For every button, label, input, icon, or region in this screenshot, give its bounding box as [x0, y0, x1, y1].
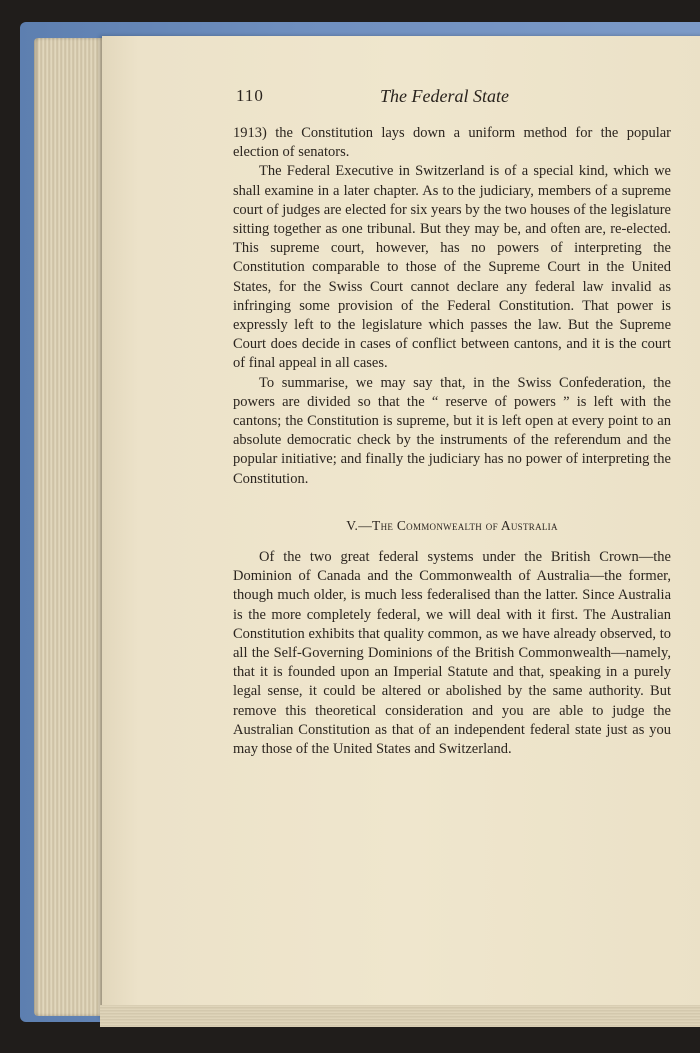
- paragraph-federal-executive: The Federal Executive in Switzerland is of a special kind, which we shall examine in a later chapter. As to the judiciary, members of a supreme court of judges are elected for six years by the two houses of the legislature sitting together as one tribunal. But they may be, and often are, re-elected. This supreme court, however, has no powers of interpreting the Constitution comparable to those of the Supreme Court in the United States, for the Swiss Court cannot declare any federal law invalid as infringing some provision of the Federal Constitution. That power is expressly left to the legislature which passes the law. But the Supreme Court does decide in cases of conflict between cantons, and it is the court of final appeal in all cases.: [233, 163, 671, 372]
- page-bottom-edges: [100, 1005, 700, 1027]
- section-heading: V.—The Commonwealth of Australia: [346, 517, 558, 533]
- paragraph-australia: Of the two great federal systems under the British Crown—the Dominion of Canada and the Commonwealth of Australia—the former, though much older, is much less federalised than the latter. Since Australia is the more completely federal, we will deal with it first. The Australian Constitution exhibits that quality common, as we have already observed, to all the Self-Governing Dominions of the British Commonwealth—namely, that it is founded upon an Imperial Statute and that, speaking in a purely legal sense, it could be altered or abolished by the same authority. But remove this theoretical consideration and you are able to judge the Australian Constitution as that of an independent federal state just as you may those of the United States and Switzerland.: [233, 549, 671, 758]
- paragraph-summary: To summarise, we may say that, in the Swiss Confederation, the powers are divided so that the “ reserve of powers ” is left with the cantons; the Constitution is supreme, but it is left open at every point to an absolute democratic check by the instruments of the referendum and the popular initiative; and finally the judiciary has no power of interpreting the Constitution.: [233, 374, 671, 487]
- body-text: [233, 124, 671, 759]
- paragraph-continuation: 1913) the Constitution lays down a uniform method for the popular election of senators.: [233, 125, 671, 161]
- running-title: The Federal State: [380, 86, 509, 106]
- running-head: [236, 86, 536, 110]
- page-number: 110: [236, 86, 264, 105]
